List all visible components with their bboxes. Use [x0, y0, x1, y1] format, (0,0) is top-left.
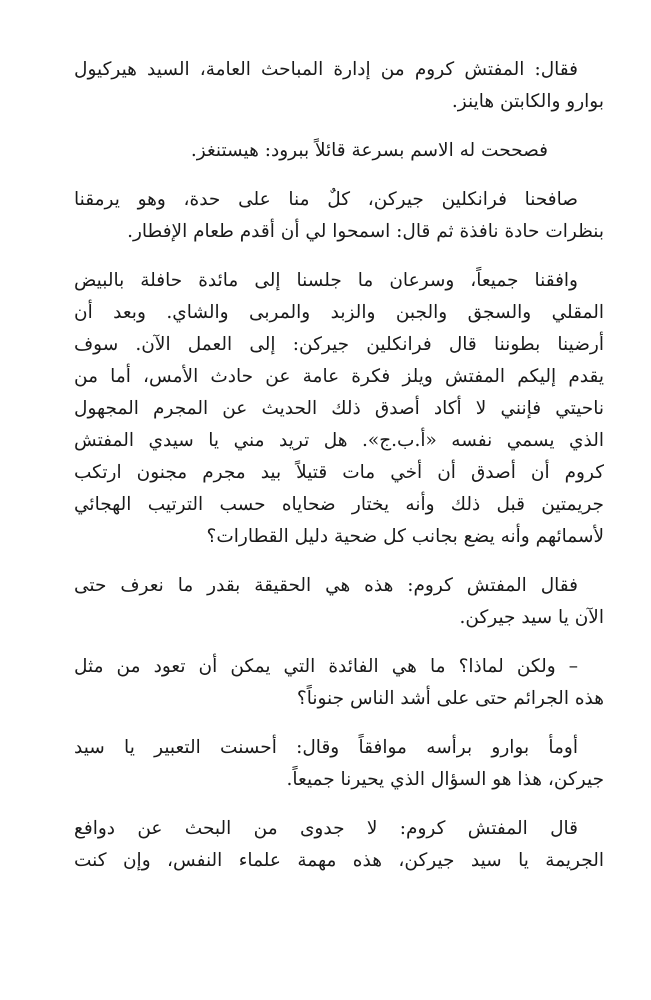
text-line: هذه الجرائم حتى على أشد الناس جنوناً؟	[296, 688, 604, 709]
document-page	[74, 54, 604, 894]
text-line: صافحنا فرانكلين جيركن، كلٌ منا على حدة، وهو يرمقنا	[74, 189, 578, 210]
text-line: بوارو والكابتن هاينز.	[451, 91, 604, 112]
text-line: قال المفتش كروم: لا جدوى من البحث عن دوافع	[74, 818, 578, 839]
text-line: يقدم إليكم المفتش ويلز فكرة عامة عن حادث الأمس، أما من	[74, 366, 604, 387]
text-line: فقال: المفتش كروم من إدارة المباحث العامة، السيد هيركيول	[74, 59, 578, 80]
text-line: بنظرات حادة نافذة ثم قال: اسمحوا لي أن أقدم طعام الإفطار.	[127, 221, 604, 242]
text-line: الذي يسمي نفسه «أ.ب.ج». هل تريد مني يا سيدي المفتش	[74, 430, 604, 451]
text-line: أرضينا بطوننا قال فرانكلين جيركن: إلى العمل الآن. سوف	[74, 334, 604, 355]
paragraph-8	[74, 813, 604, 877]
text-line: جريمتين قبل ذلك وأنه يختار ضحاياه حسب الترتيب الهجائي	[74, 494, 604, 515]
paragraph-5	[74, 570, 604, 634]
text-line: وافقنا جميعاً، وسرعان ما جلسنا إلى مائدة حافلة بالبيض	[74, 270, 578, 291]
text-line: فصححت له الاسم بسرعة قائلاً ببرود: هيستنغز.	[190, 140, 548, 161]
text-line: كروم أن أصدق أن أخي مات قتيلاً بيد مجرم مجنون ارتكب	[74, 462, 604, 483]
paragraph-7	[74, 732, 604, 796]
text-line: المقلي والسجق والجبن والزبد والمربى والشاي. وبعد أن	[74, 302, 604, 323]
paragraph-4	[74, 265, 604, 553]
text-line: الجريمة يا سيد جيركن، هذه مهمة علماء النفس، وإن كنت	[74, 850, 604, 871]
paragraph-1	[74, 54, 604, 118]
text-line: جيركن، هذا هو السؤال الذي يحيرنا جميعاً.	[286, 769, 604, 790]
text-line: فقال المفتش كروم: هذه هي الحقيقة بقدر ما نعرف حتى	[74, 575, 578, 596]
text-line: الآن يا سيد جيركن.	[459, 607, 604, 628]
paragraph-3	[74, 184, 604, 248]
paragraph-6	[74, 651, 604, 715]
text-line: – ولكن لماذا؟ ما هي الفائدة التي يمكن أن تعود من مثل	[74, 656, 578, 677]
text-line: ناحيتي فإنني لا أكاد أصدق ذلك الحديث عن المجرم المجهول	[74, 398, 604, 419]
text-line: أومأ بوارو برأسه موافقاً وقال: أحسنت التعبير يا سيد	[74, 737, 578, 758]
paragraph-2	[74, 135, 604, 167]
text-line: لأسمائهم وأنه يضع بجانب كل ضحية دليل القطارات؟	[206, 526, 604, 547]
